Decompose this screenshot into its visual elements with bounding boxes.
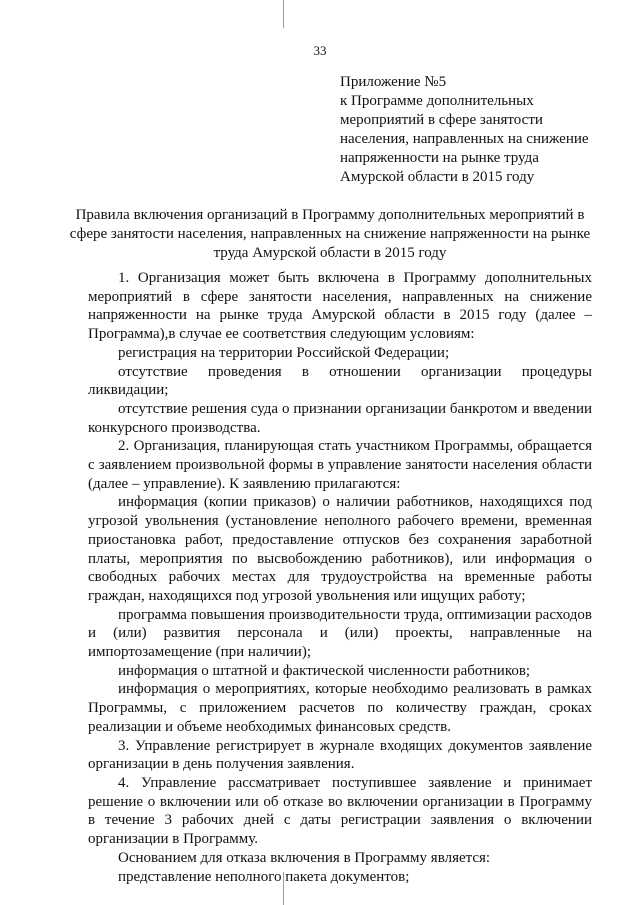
paragraph: программа повышения производительности труда, оптимизации расходов и (или) развития персонала и (или) проекты, направленные на импортозамещение (при наличии); <box>88 606 592 661</box>
document-title: Правила включения организаций в Программу дополнительных мероприятий в сфере занятости населения, направленных на снижение напряженности на рынке труда Амурской области в 2015 году <box>69 207 591 261</box>
paragraph: отсутствие проведения в отношении организации процедуры ликвидации; <box>88 363 592 399</box>
appendix-header <box>340 73 630 187</box>
paragraph: отсутствие решения суда о признании организации банкротом и введении конкурсного производства. <box>88 400 592 436</box>
paragraph: информация о штатной и фактической численности работников; <box>118 662 531 679</box>
appendix-line: Приложение №5 <box>340 74 447 90</box>
appendix-line: населения, направленных на снижение <box>340 131 589 147</box>
paragraph: 3. Управление регистрирует в журнале входящих документов заявление организации в день получения заявления. <box>88 737 592 773</box>
paragraph: представление неполного пакета документов; <box>118 868 410 885</box>
fold-line-top <box>283 0 284 28</box>
paragraph: 1. Организация может быть включена в Программу дополнительных мероприятий в сфере занятости населения, направленных на снижение напряженности на рынке труда Амурской области в 2015 году (далее – Программа),в случае ее соответствия следующим условиям: <box>88 270 592 343</box>
appendix-line: мероприятий в сфере занятости <box>340 112 543 128</box>
appendix-line: Амурской области в 2015 году <box>340 169 535 185</box>
paragraph: регистрация на территории Российской Федерации; <box>118 344 450 361</box>
document-body <box>88 269 592 886</box>
paragraph: Основанием для отказа включения в Программу является: <box>118 849 491 866</box>
paragraph: информация (копии приказов) о наличии работников, находящихся под угрозой увольнения (установление неполного рабочего времени, временная приостановка работ, предоставление отпусков без сохранения заработной платы, мероприятия по высвобождению работников), или информация о свободных рабочих местах для трудоустройства на временные работы граждан, находящихся под угрозой увольнения или ищущих работу; <box>88 494 592 604</box>
paragraph: 4. Управление рассматривает поступившее заявление и принимает решение о включении или об отказе во включении организации в Программу в течение 3 рабочих дней с даты регистрации заявления о включении организации в Программу. <box>88 774 592 848</box>
paragraph: 2. Организация, планирующая стать участником Программы, обращается с заявлением произвольной формы в управление занятости населения области (далее – управление). К заявлению прилагаются: <box>88 438 592 492</box>
paragraph: информация о мероприятиях, которые необходимо реализовать в рамках Программы, с приложением расчетов по количеству граждан, сроках реализации и объеме необходимых финансовых средств. <box>88 681 592 735</box>
page-number: 33 <box>313 43 327 58</box>
appendix-line: к Программе дополнительных <box>340 93 534 109</box>
appendix-line: напряженности на рынке труда <box>340 150 539 166</box>
